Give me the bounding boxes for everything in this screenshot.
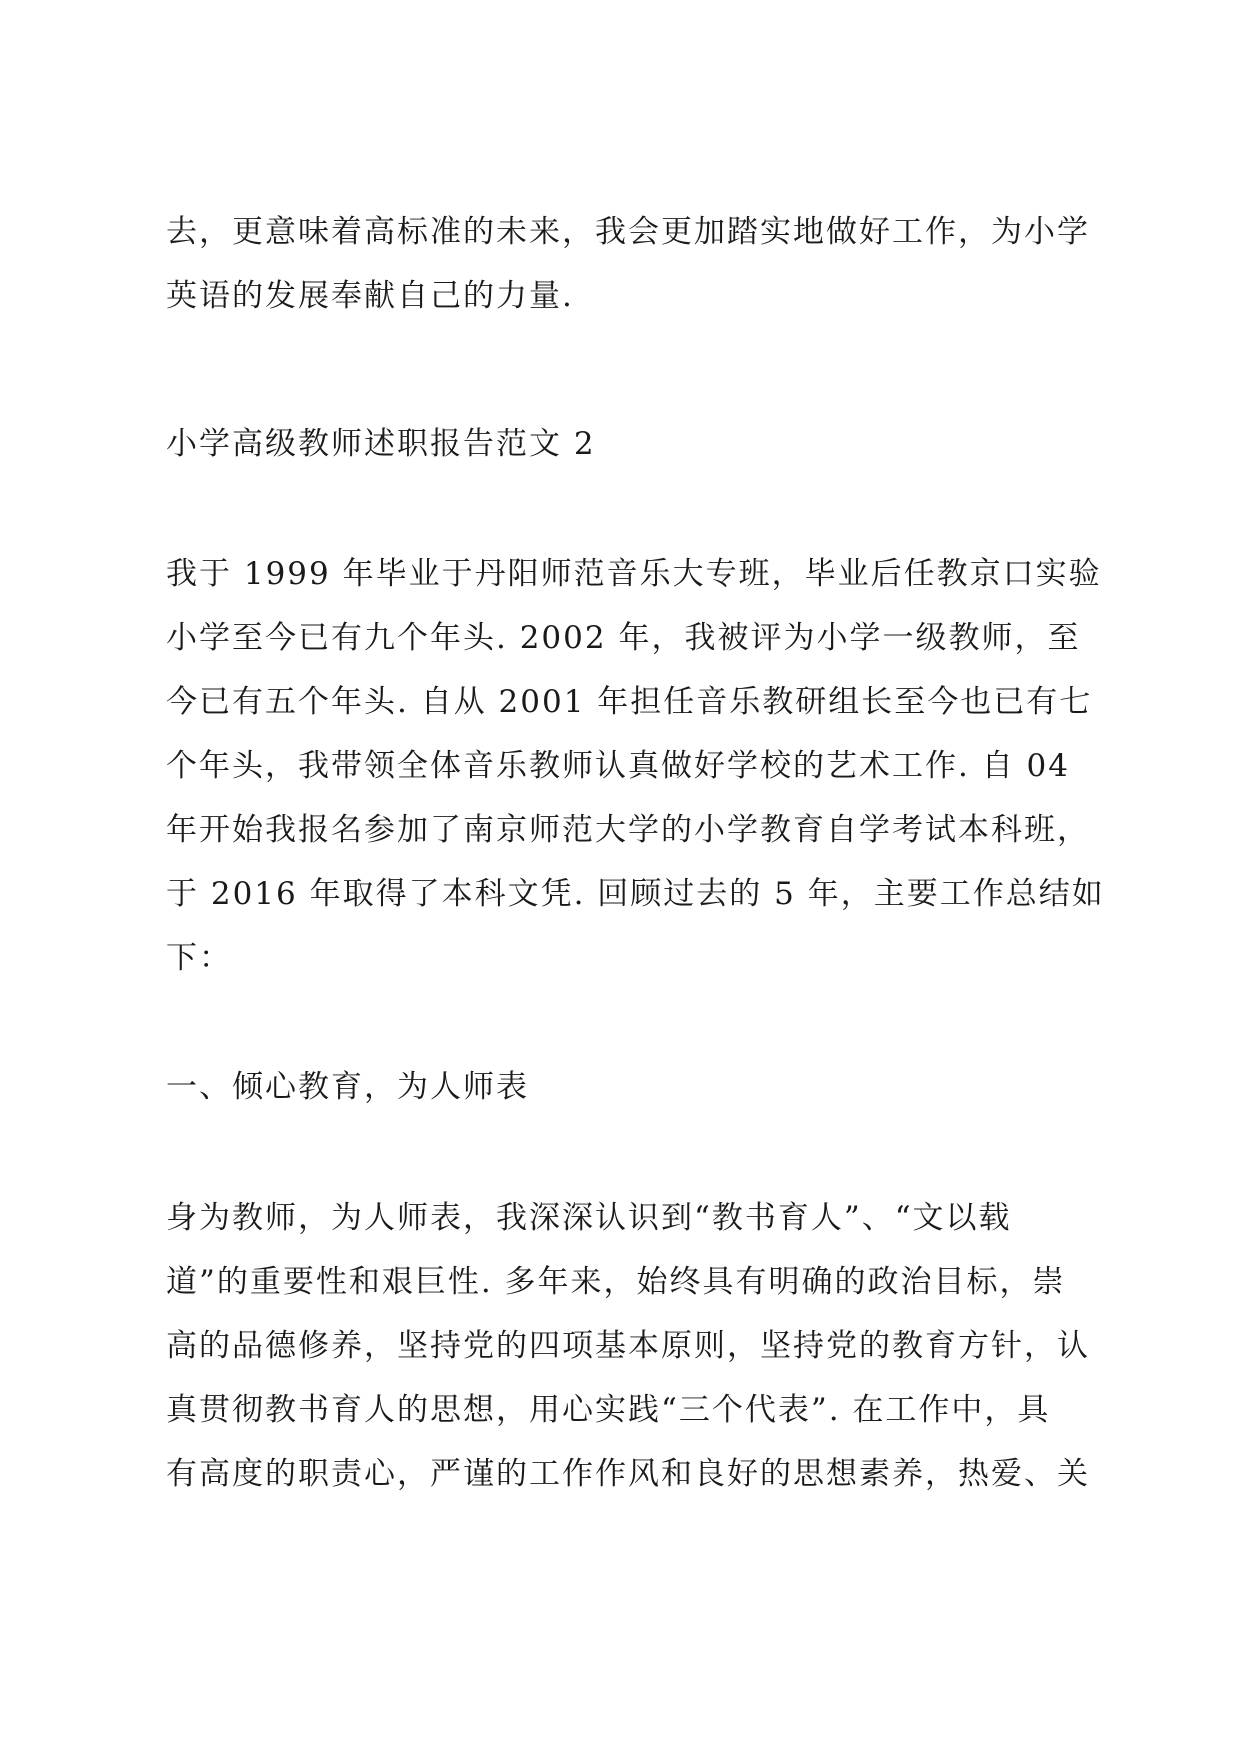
section-title <box>166 412 1096 476</box>
paragraph-section1 <box>166 1186 1096 1506</box>
paragraph-line: 英语的发展奉献自己的力量. <box>166 278 574 314</box>
paragraph-continuation <box>166 200 1096 328</box>
paragraph-line: 我于 1999 年毕业于丹阳师范音乐大专班，毕业后任教京口实验 <box>166 556 1102 592</box>
paragraph-line: 高的品德修养，坚持党的四项基本原则，坚持党的教育方针，认 <box>166 1328 1090 1364</box>
paragraph-line: 年开始我报名参加了南京师范大学的小学教育自学考试本科班， <box>166 812 1090 848</box>
section-title-text: 小学高级教师述职报告范文 2 <box>166 426 596 462</box>
heading-1 <box>166 1055 1096 1119</box>
paragraph-line: 去，更意味着高标准的未来，我会更加踏实地做好工作，为小学 <box>166 214 1090 250</box>
paragraph-intro <box>166 542 1105 990</box>
paragraph-line: 今已有五个年头. 自从 2001 年担任音乐教研组长至今也已有七 <box>166 684 1093 720</box>
paragraph-line: 下： <box>166 940 232 976</box>
paragraph-line: 真贯彻教书育人的思想，用心实践“三个代表”. 在工作中，具 <box>166 1392 1051 1428</box>
paragraph-line: 个年头，我带领全体音乐教师认真做好学校的艺术工作. 自 04 <box>166 748 1071 784</box>
paragraph-line: 于 2016 年取得了本科文凭. 回顾过去的 5 年，主要工作总结如 <box>166 876 1105 912</box>
paragraph-line: 道”的重要性和艰巨性. 多年来，始终具有明确的政治目标，崇 <box>166 1264 1066 1300</box>
heading-1-text: 一、倾心教育，为人师表 <box>166 1069 529 1105</box>
paragraph-line: 小学至今已有九个年头. 2002 年，我被评为小学一级教师，至 <box>166 620 1081 656</box>
paragraph-line: 有高度的职责心，严谨的工作作风和良好的思想素养，热爱、关 <box>166 1456 1090 1492</box>
paragraph-line: 身为教师，为人师表，我深深认识到“教书育人”、“文以载 <box>166 1200 1012 1236</box>
